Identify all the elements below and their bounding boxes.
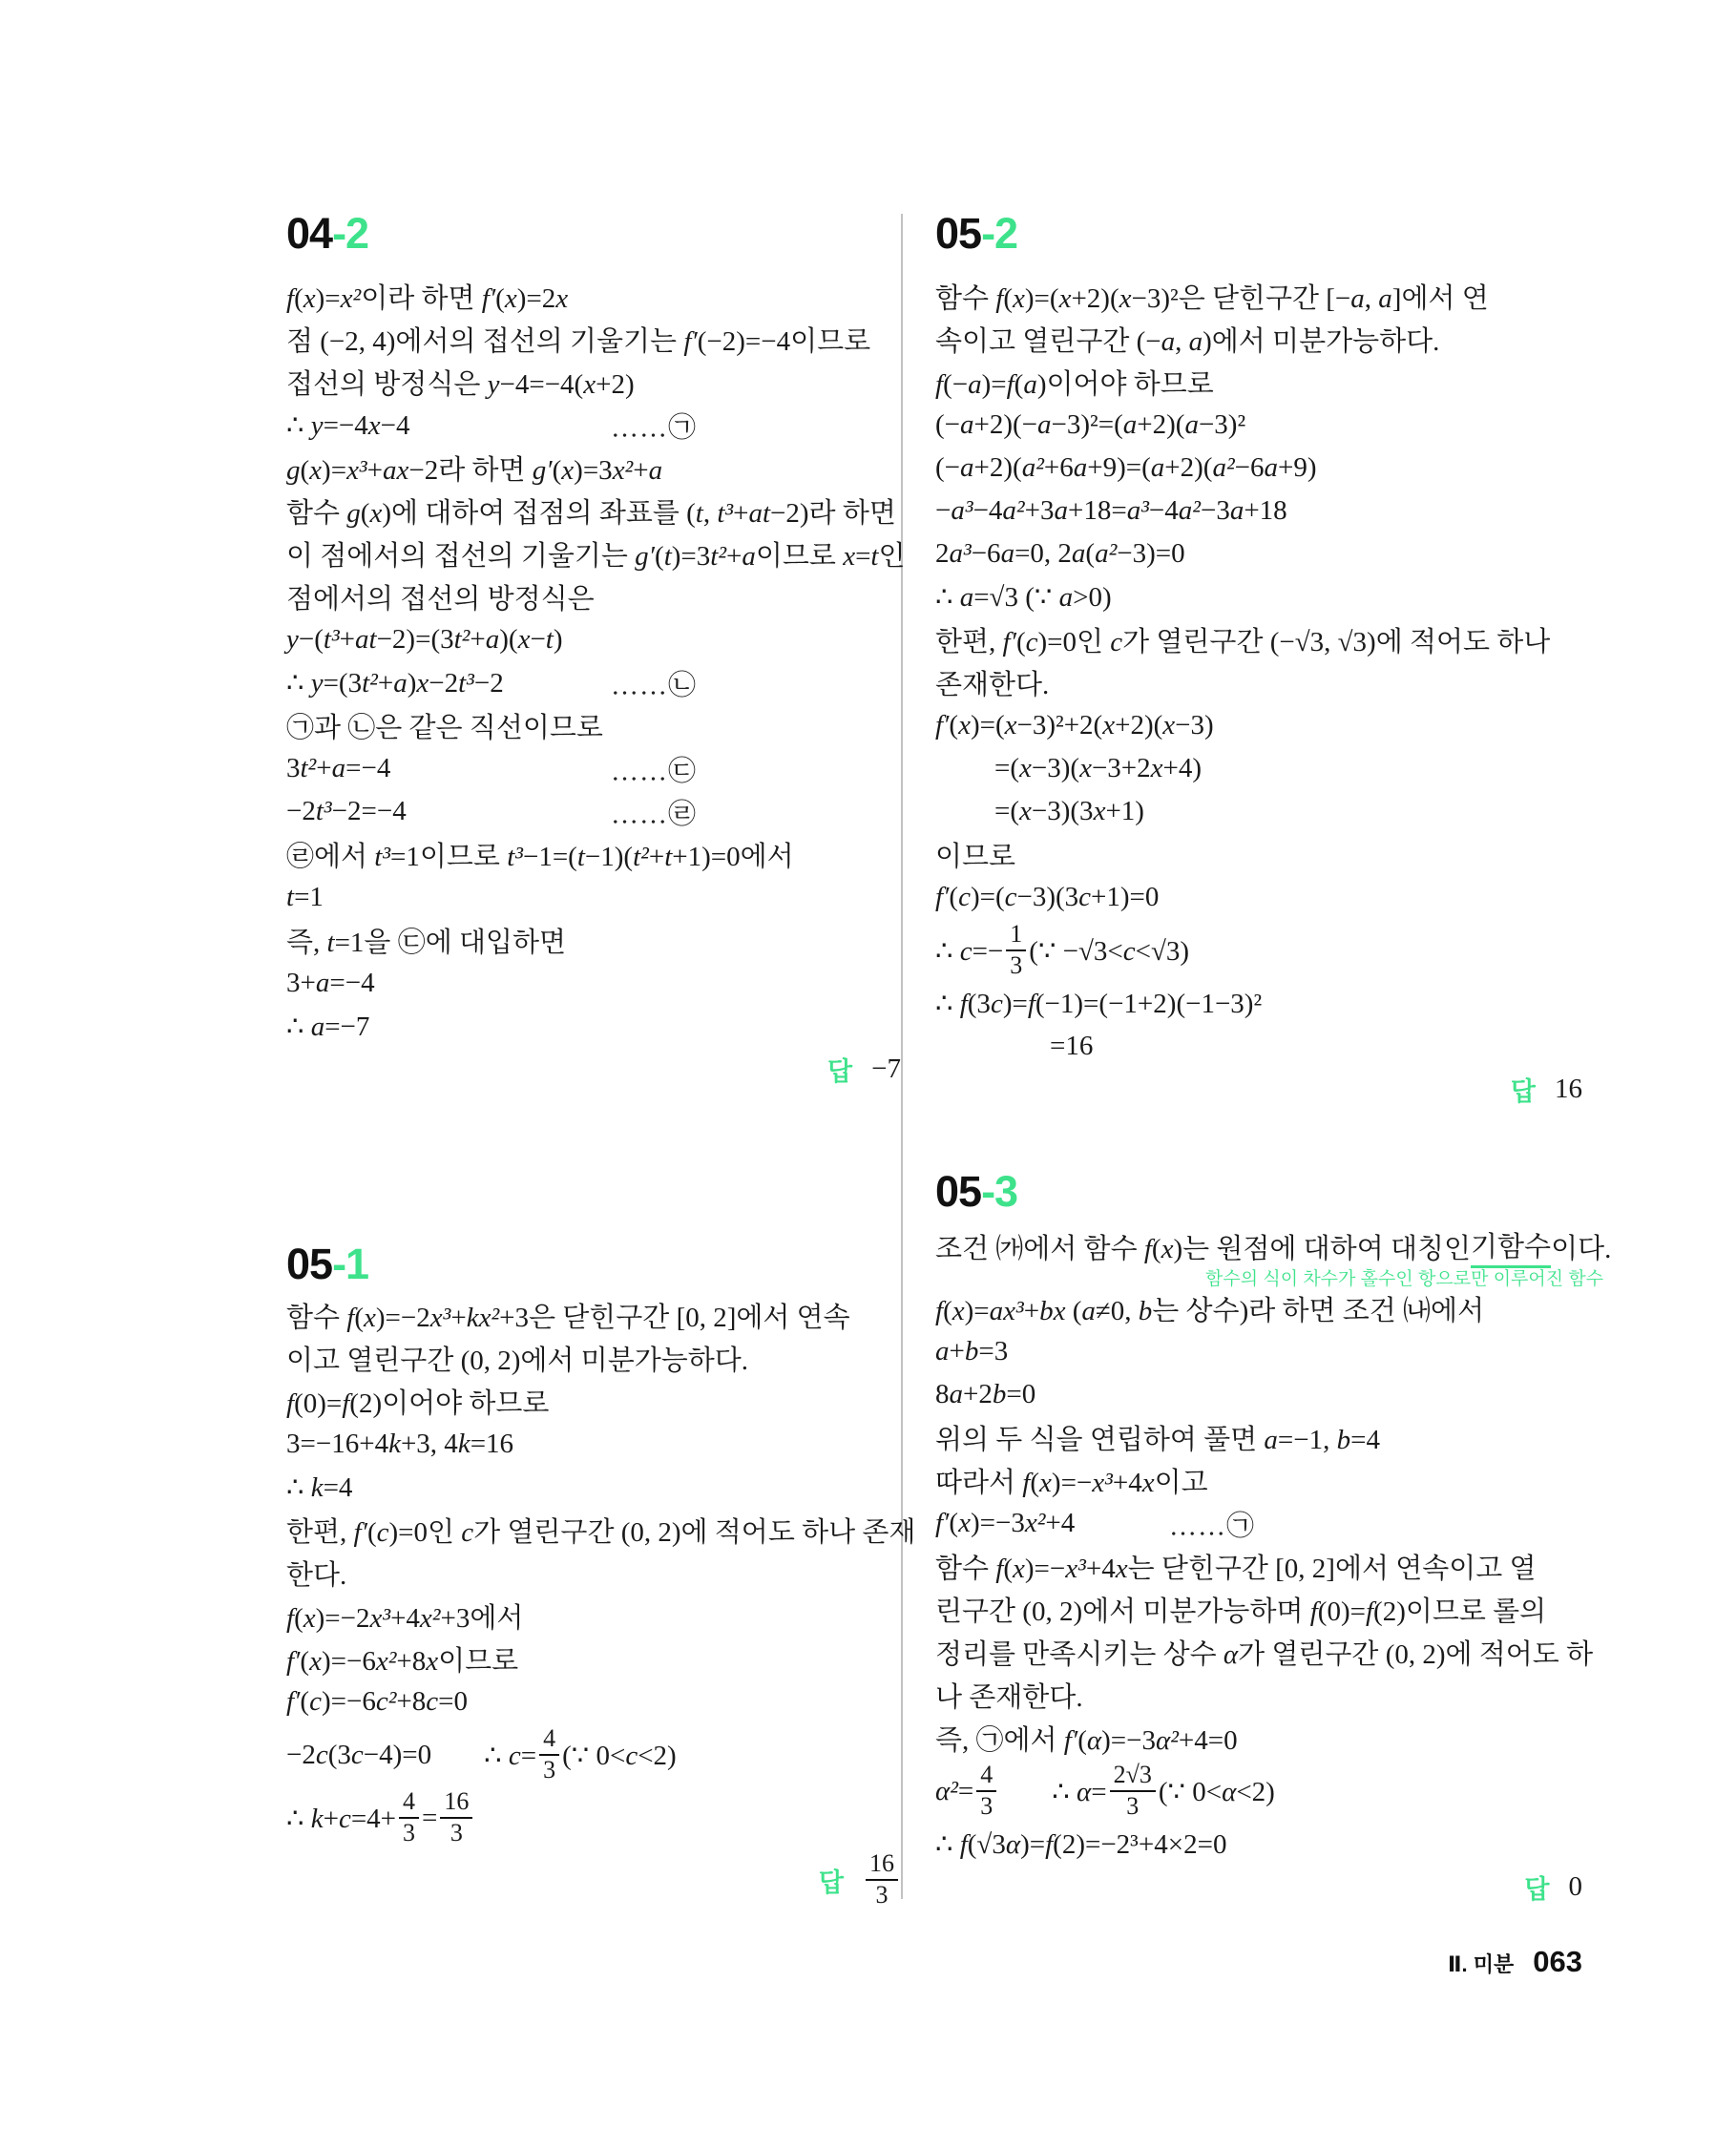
answer-label: 답 (1510, 1077, 1536, 1106)
reference-mark: ……㉠ (611, 412, 698, 443)
solution-line (286, 1509, 916, 1552)
solution-line (935, 1373, 1582, 1416)
solution-line (286, 447, 901, 490)
text-run: =(x−3)(3x+1) (994, 796, 1144, 826)
text-run: 린구간 (0, 2)에서 미분가능하며 f(0)=f(2)이므로 롤의 (935, 1596, 1547, 1627)
text-run: 함수 f(x)=−2x³+kx²+3은 닫힌구간 [0, 2]에서 연속 (286, 1303, 850, 1333)
answer-value (1555, 1074, 1582, 1105)
solution-line (935, 618, 1582, 661)
page-footer (1222, 1945, 1582, 1979)
text-run: f′(x)=−3x²+4 (935, 1508, 1076, 1538)
problem-heading (286, 208, 901, 260)
reference-mark: ……㉢ (611, 756, 698, 786)
answer-value (863, 1850, 901, 1909)
text-run: −2c(3c−4)=0 (286, 1739, 432, 1770)
text-run: ㉠과 ㉡은 같은 직선이므로 (286, 713, 603, 743)
text-run: y−(t³+at−2)=(3t²+a)(x−t) (286, 624, 563, 655)
text-run: f′(c)=−6c²+8c=0 (286, 1686, 468, 1717)
solution-line (286, 1595, 901, 1638)
solution-line (286, 919, 901, 962)
text-run: 3t²+a=−4 (286, 753, 391, 783)
text-run: ∴ c=− (935, 935, 1004, 967)
spacer (999, 1791, 1052, 1792)
problem-heading (935, 1166, 1582, 1218)
solution-line (935, 575, 1582, 618)
fraction: $\frac{1}{3}$ (1006, 921, 1026, 979)
problem-number: 05 (935, 1167, 982, 1216)
problem-number: 05 (935, 209, 982, 258)
fraction: $\frac{16}{3}$ (866, 1850, 898, 1909)
solution-line (935, 404, 1582, 447)
reference-mark: ……㉡ (611, 670, 698, 700)
solution-line (286, 661, 901, 704)
solution-line (286, 833, 901, 876)
text-run: 2a³−6a=0, 2a(a²−3)=0 (935, 538, 1185, 569)
text-run: ∴ y=(3t²+a)x−2t³−2 (286, 668, 504, 699)
solution-lines (286, 1294, 916, 1910)
solution-line (286, 618, 901, 661)
answer-value (1569, 1871, 1583, 1903)
solution-line (286, 790, 901, 833)
problem-subnumber: -2 (981, 209, 1018, 258)
solution-line (935, 1717, 1582, 1760)
text-run: 함수 g(x)에 대하여 접점의 좌표를 (t, t³+at−2)라 하면 (286, 498, 896, 529)
solution-line (935, 1025, 1582, 1068)
spacer (431, 1755, 484, 1756)
solution-line (935, 1588, 1582, 1631)
solution-line (935, 704, 1582, 747)
chapter-label: Ⅱ. 미분 (1448, 1952, 1515, 1976)
solution-line (286, 1380, 901, 1423)
answer-line (286, 1849, 901, 1910)
solution-line (935, 876, 1582, 919)
fraction: $\frac{4}{3}$ (399, 1788, 419, 1846)
solution-line (286, 1005, 901, 1048)
solution-line (286, 876, 901, 919)
solution-line (286, 318, 901, 361)
text-run: f′(x)=−6x²+8x이므로 (286, 1646, 519, 1677)
solution-line (286, 532, 906, 575)
solution-line (935, 361, 1582, 404)
solution-lines (935, 1226, 1612, 1909)
solution-line (286, 1680, 901, 1723)
fraction: $\frac{2√3}{3}$ (1110, 1762, 1156, 1820)
text-run: ∴ k=4 (286, 1472, 353, 1503)
section-04-2 (286, 208, 906, 1091)
solution-line (935, 1823, 1582, 1866)
solution-line (935, 275, 1582, 318)
answer-label: 답 (1524, 1875, 1550, 1904)
text-run: (∵ 0<c<2) (562, 1740, 677, 1771)
text-run: 점 (−2, 4)에서의 접선의 기울기는 f′(−2)=−4이므로 (286, 326, 871, 357)
solution-line (286, 361, 901, 404)
text-run: t=1 (286, 882, 324, 912)
problem-number: 05 (286, 1240, 333, 1288)
answer-label: 답 (818, 1867, 844, 1897)
solution-line (935, 1226, 1612, 1266)
solution-line (286, 1294, 901, 1337)
annotation-note: 함수의 식이 차수가 홀수인 항으로만 이루어진 함수 (1205, 1268, 1604, 1289)
solution-line (286, 1337, 901, 1380)
text-run: (−a+2)(−a−3)²=(a+2)(a−3)² (935, 409, 1246, 440)
text-run: 나 존재한다. (935, 1682, 1083, 1713)
solution-line (935, 447, 1582, 490)
problem-subnumber: -1 (332, 1240, 369, 1288)
section-05-1 (286, 1239, 916, 1910)
solution-line (935, 1545, 1582, 1588)
solution-line (935, 790, 1582, 833)
text-run: f(x)=ax³+bx (a≠0, b는 상수)라 하면 조건 ㈏에서 (935, 1296, 1485, 1326)
text-run: ∴ k+c=4+ (286, 1803, 397, 1834)
fraction: $\frac{4}{3}$ (976, 1762, 996, 1820)
text-run: 8a+2b=0 (935, 1379, 1036, 1409)
reference-mark: ……㉠ (1169, 1511, 1256, 1541)
text-run: (∵ 0<α<2) (1158, 1776, 1275, 1807)
text-run: 즉, t=1을 ㉢에 대입하면 (286, 928, 567, 958)
answer-label: 답 (827, 1057, 853, 1086)
text-run: 한편, f′(c)=0인 c가 열린구간 (−√3, √3)에 적어도 하나 (935, 627, 1551, 657)
page-number: 063 (1533, 1945, 1582, 1978)
solution-line (935, 490, 1582, 532)
text-run: 즉, ㉠에서 f′(α)=−3α²+4=0 (935, 1725, 1238, 1756)
solution-line (286, 747, 901, 790)
text-run: f(x)=x²이라 하면 f′(x)=2x (286, 283, 569, 314)
text-run: 이다. (1551, 1233, 1612, 1264)
text-run: f(−a)=f(a)이어야 하므로 (935, 369, 1214, 400)
answer-line (935, 1068, 1582, 1111)
text-run: 이 점에서의 접선의 기울기는 g′(t)=3t²+a이므로 x=t인 (286, 541, 906, 572)
solution-line (935, 747, 1582, 790)
text-run: 한다. (286, 1560, 347, 1591)
text-run: 한편, f′(c)=0인 c가 열린구간 (0, 2)에 적어도 하나 존재 (286, 1517, 916, 1548)
answer-line (286, 1048, 901, 1091)
text-run: 함수 f(x)=(x+2)(x−3)²은 닫힌구간 [−a, a]에서 연 (935, 283, 1489, 314)
highlighted-term: 기함수 (1471, 1225, 1551, 1268)
text-run: ㉣에서 t³=1이므로 t³−1=(t−1)(t²+t+1)=0에서 (286, 842, 794, 872)
problem-heading (935, 208, 1582, 260)
text-run: 이므로 (935, 842, 1016, 872)
text-run: 위의 두 식을 연립하여 풀면 a=−1, b=4 (935, 1425, 1380, 1455)
solution-line (935, 1287, 1582, 1330)
text-run: 3+a=−4 (286, 968, 375, 998)
section-05-2 (935, 208, 1582, 1111)
text-run: a+b=3 (935, 1336, 1009, 1367)
solution-line (935, 1631, 1594, 1674)
text-run: (−a+2)(a²+6a+9)=(a+2)(a²−6a+9) (935, 452, 1317, 483)
text-run: 정리를 만족시키는 상수 α가 열린구간 (0, 2)에 적어도 하 (935, 1639, 1594, 1670)
solution-lines (935, 275, 1582, 1111)
text-run: −2t³−2=−4 (286, 796, 407, 826)
solution-line (286, 1552, 901, 1595)
text-run: 16 (1555, 1074, 1582, 1104)
solution-line (286, 490, 901, 532)
solution-line (935, 833, 1582, 876)
solution-line (286, 1423, 901, 1466)
solution-lines (286, 275, 906, 1091)
text-run: = (422, 1802, 438, 1833)
text-run: =(x−3)(x−3+2x+4) (994, 753, 1203, 783)
solution-line (935, 532, 1582, 575)
solution-line (935, 661, 1582, 704)
text-run: 따라서 f(x)=−x³+4x이고 (935, 1468, 1208, 1498)
text-run: α²= (935, 1775, 974, 1806)
text-run: ∴ a=−7 (286, 1012, 370, 1042)
solution-line (935, 1674, 1582, 1717)
reference-mark: ……㉣ (611, 799, 698, 829)
solution-line (935, 1760, 1582, 1823)
solution-line (935, 1459, 1582, 1502)
text-run: 0 (1568, 1871, 1582, 1902)
column-divider (901, 214, 903, 1899)
solution-line (935, 318, 1582, 361)
text-run: ∴ c= (484, 1740, 537, 1771)
text-run: ∴ f(3c)=f(−1)=(−1+2)(−1−3)² (935, 989, 1263, 1019)
text-run: ∴ y=−4x−4 (286, 410, 410, 441)
text-run: =16 (1050, 1031, 1094, 1061)
fraction: $\frac{4}{3}$ (539, 1725, 559, 1784)
problem-subnumber: -2 (332, 209, 369, 258)
text-run: f′(c)=(c−3)(3c+1)=0 (935, 882, 1160, 912)
solution-line (935, 1330, 1582, 1373)
answer-value (871, 1054, 901, 1085)
text-run: 속이고 열린구간 (−a, a)에서 미분가능하다. (935, 326, 1440, 357)
text-run: f(0)=f(2)이어야 하므로 (286, 1388, 550, 1419)
solution-line (286, 1723, 901, 1786)
solution-line (935, 1416, 1582, 1459)
text-run: 조건 ㈎에서 함수 f(x)는 원점에 대하여 대칭인 (935, 1233, 1472, 1264)
problem-heading (286, 1239, 901, 1290)
problem-subnumber: -3 (981, 1167, 1018, 1216)
text-run: ∴ α= (1052, 1776, 1107, 1807)
problem-number: 04 (286, 209, 333, 258)
solution-line (935, 1502, 1582, 1545)
text-run: 점에서의 접선의 방정식은 (286, 584, 595, 615)
text-run: ∴ f(√3α)=f(2)=−2³+4×2=0 (935, 1829, 1227, 1860)
text-run: f′(x)=(x−3)²+2(x+2)(x−3) (935, 710, 1214, 741)
text-run: −a³−4a²+3a+18=a³−4a²−3a+18 (935, 495, 1287, 526)
solution-line (286, 962, 901, 1005)
text-run: ∴ a=√3 (∵ a>0) (935, 582, 1112, 613)
text-run: 접선의 방정식은 y−4=−4(x+2) (286, 369, 635, 400)
text-run: (∵ −√3<c<√3) (1029, 935, 1190, 967)
text-run: 3=−16+4k+3, 4k=16 (286, 1429, 514, 1459)
answer-line (935, 1866, 1582, 1909)
solution-line (286, 1786, 901, 1849)
text-run: −7 (871, 1054, 901, 1084)
solution-line (935, 982, 1582, 1025)
fraction: $\frac{16}{3}$ (440, 1788, 472, 1846)
solution-line (286, 1466, 901, 1509)
text-run: f(x)=−2x³+4x²+3에서 (286, 1603, 524, 1634)
solution-line (286, 404, 901, 447)
text-run: g(x)=x³+ax−2라 하면 g′(x)=3x²+a (286, 455, 663, 486)
section-05-3 (935, 1166, 1612, 1909)
solution-line (286, 1638, 901, 1680)
solution-line (286, 275, 901, 318)
text-run: 함수 f(x)=−x³+4x는 닫힌구간 [0, 2]에서 연속이고 열 (935, 1554, 1537, 1584)
solution-line (286, 575, 901, 618)
solution-line (286, 704, 901, 747)
solution-line (935, 919, 1582, 982)
text-run: 이고 열린구간 (0, 2)에서 미분가능하다. (286, 1346, 749, 1376)
text-run: 존재한다. (935, 670, 1050, 700)
